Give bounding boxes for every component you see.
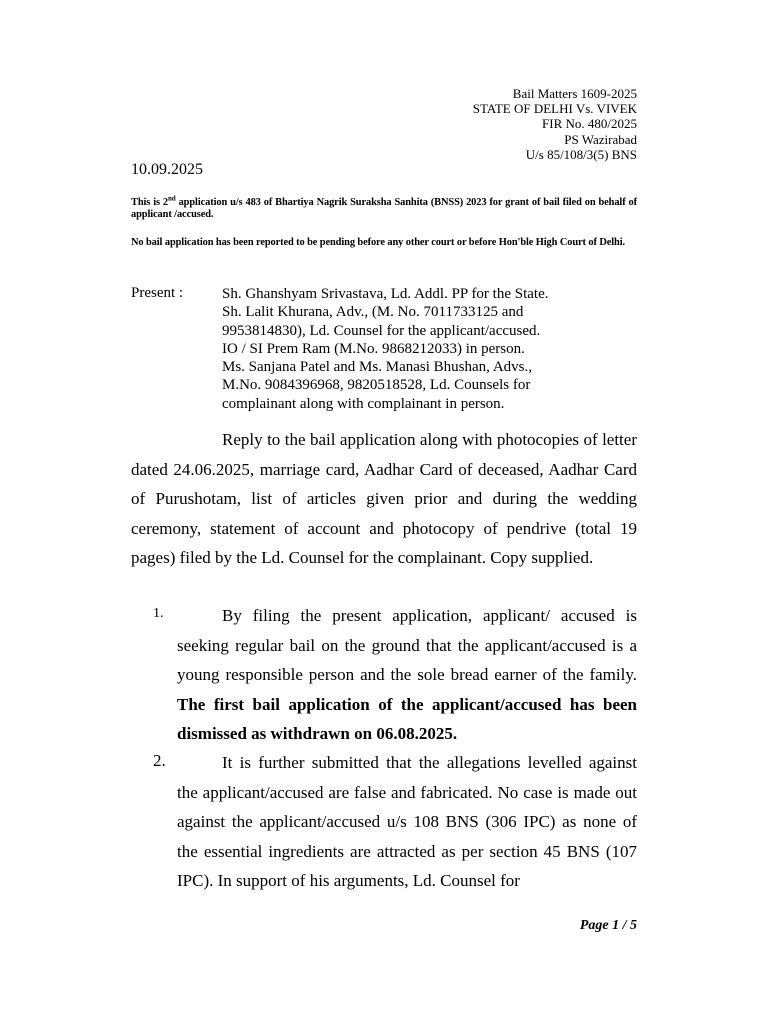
item-text: By filing the present application, applicant/ accused is seeking regular bail on the ground that the applicant/accused is a young responsible person and the sole bread earner of the family. <box>177 606 637 685</box>
case-header-line: PS Wazirabad <box>564 131 637 147</box>
item-number: 1. <box>153 606 164 621</box>
present-line: IO / SI Prem Ram (M.No. 9868212033) in person. <box>222 340 525 357</box>
case-header-line: U/s 85/108/3(5) BNS <box>525 146 637 162</box>
numbered-item <box>177 601 637 749</box>
present-label: Present : <box>131 285 184 301</box>
present-line: Sh. Ghanshyam Srivastava, Ld. Addl. PP for the State. <box>222 286 549 302</box>
item-text: It is further submitted that the allegations levelled against the applicant/accused are false and fabricated. No case is made out against the applicant/accused u/s 108 BNS (306 IPC) as none of the essential ingredients are attracted as per section 45 BNS (107 IPC). In support of his arguments, Ld. Counsel for <box>177 753 637 891</box>
pending-note: No bail application has been reported to be pending before any other court or before Hon'ble High Court of Delhi. <box>131 237 626 248</box>
application-note-superscript: nd <box>168 194 176 203</box>
present-line: complainant along with complainant in person. <box>222 395 505 412</box>
reply-paragraph <box>131 425 637 573</box>
present-line: Ms. Sanjana Patel and Ms. Manasi Bhushan, Advs., <box>222 359 532 376</box>
present-list <box>222 285 549 413</box>
item-number: 2. <box>153 751 166 770</box>
application-note-text: application u/s 483 of Bhartiya Nagrik Suraksha Sanhita (BNSS) 2023 for grant of bail filed on behalf of applicant /accused. <box>131 197 637 220</box>
item-bold-text: The first bail application of the applicant/accused has been dismissed as withdrawn on 06.08.2025. <box>177 694 637 744</box>
case-header-line: STATE OF DELHI Vs. VIVEK <box>472 101 637 117</box>
page-number: Page 1 / 5 <box>579 918 637 933</box>
application-note <box>131 194 637 221</box>
present-line: M.No. 9084396968, 9820518528, Ld. Counsels for <box>222 377 531 394</box>
application-note-prefix: This is 2 <box>131 197 169 208</box>
case-header-line: Bail Matters 1609-2025 <box>512 86 637 101</box>
case-header <box>473 86 637 162</box>
order-date: 10.09.2025 <box>131 161 203 178</box>
reply-paragraph-text: Reply to the bail application along with photocopies of letter dated 24.06.2025, marriage card, Aadhar Card of deceased, Aadhar Card of Purushotam, list of articles given prior and during the wedding ceremony, statement of account and photocopy of pendrive (total 19 pages) filed by the Ld. Counsel for the complainant. Copy supplied. <box>131 430 637 568</box>
numbered-item <box>177 748 637 896</box>
case-header-line: FIR No. 480/2025 <box>542 116 637 132</box>
present-line: 9953814830), Ld. Counsel for the applicant/accused. <box>222 322 541 339</box>
present-line: Sh. Lalit Khurana, Adv., (M. No. 7011733125 and <box>222 304 524 321</box>
